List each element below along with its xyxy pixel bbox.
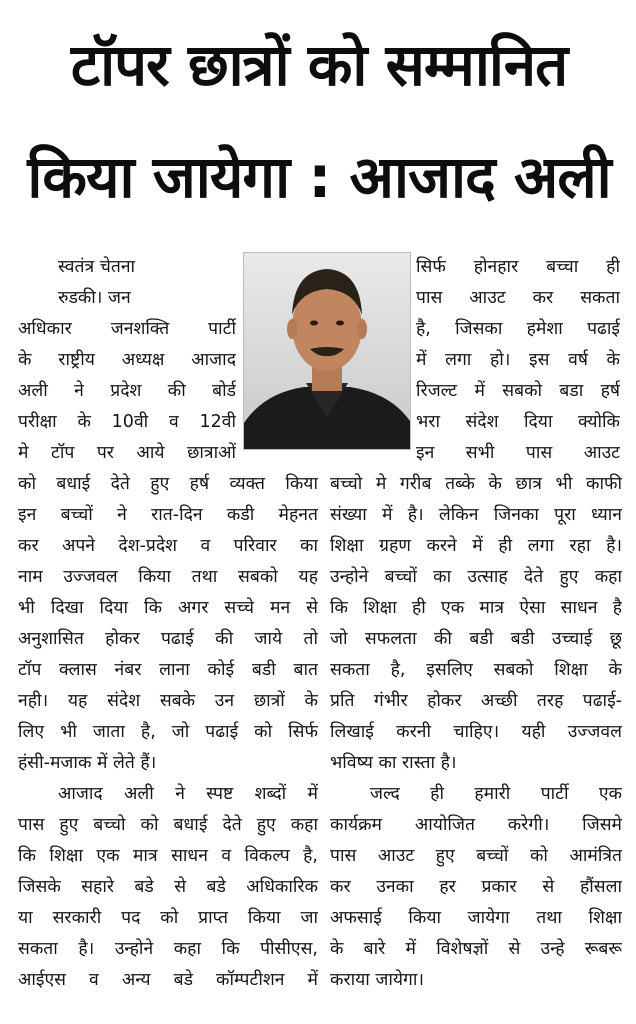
article-line: नही। यह संदेश सबके उन छात्रों के bbox=[18, 691, 318, 711]
article-line: आईएस व अन्य बडे कॉम्पटीशन में bbox=[18, 970, 318, 990]
article-line: में लगा हो। इस वर्ष के bbox=[416, 350, 620, 370]
article-line: या सरकारी पद को प्राप्त किया जा bbox=[18, 908, 318, 928]
portrait-photo bbox=[243, 252, 411, 450]
article-line: भी दिखा दिया कि अगर सच्चे मन से bbox=[18, 598, 318, 618]
dateline: रुडकी। जन bbox=[58, 288, 131, 308]
article-line: बच्चो मे गरीब तब्के के छात्र भी काफी bbox=[330, 474, 622, 494]
article-line: अली ने प्रदेश की बोर्ड bbox=[18, 381, 236, 401]
article-line: पास हुए बच्चो को बधाई देते हुए कहा bbox=[18, 815, 318, 835]
article-line: भरा संदेश दिया क्योकि bbox=[416, 412, 620, 432]
article-line: सिर्फ होनहार बच्चा ही bbox=[416, 257, 620, 277]
article-column-left-top bbox=[18, 252, 236, 469]
article-line: लिए भी जाता है, जो पढाई को सिर्फ bbox=[18, 722, 318, 742]
article-line: के राष्ट्रीय अध्यक्ष आजाद bbox=[18, 350, 236, 370]
article-line: प्रति गंभीर होकर अच्छी तरह पढाई- bbox=[330, 691, 622, 711]
article-line: अफसाई किया जायेगा तथा शिक्षा bbox=[330, 908, 622, 928]
article-line: कार्यक्रम आयोजित करेगी। जिसमे bbox=[330, 815, 622, 835]
article-line: के बारे में विशेषज्ञों से उन्हे रूबरू bbox=[330, 939, 622, 959]
article-line: सकता है, इसलिए सबको शिक्षा के bbox=[330, 660, 622, 680]
article-line: नाम उज्जवल किया तथा सबको यह bbox=[18, 567, 318, 587]
article-line: कराया जायेगा। bbox=[330, 970, 425, 990]
article-line: पास आउट हुए बच्चों को आमंत्रित bbox=[330, 846, 622, 866]
article-line: जो सफलता की बडी बडी उच्चाई छू bbox=[330, 629, 622, 649]
article-line: सकता है। उन्होने कहा कि पीसीएस, bbox=[18, 939, 318, 959]
article-line: हंसी-मजाक में लेते हैं। bbox=[18, 753, 157, 773]
article-line: भविष्य का रास्ता है। bbox=[330, 753, 457, 773]
article-column-right-top bbox=[416, 252, 620, 469]
article-line: कि शिक्षा एक मात्र साधन व विकल्प है, bbox=[18, 846, 318, 866]
article-line: संख्या में है। लेकिन जिनका पूरा ध्यान bbox=[330, 505, 622, 525]
article-line: कर उनका हर प्रकार से हौंसला bbox=[330, 877, 622, 897]
article-line: जल्द ही हमारी पार्टी एक bbox=[370, 784, 622, 804]
article-line: पास आउट कर सकता bbox=[416, 288, 620, 308]
article-line: उन्होने बच्चों का उत्साह देते हुए कहा bbox=[330, 567, 622, 587]
article-line: है, जिसका हमेशा पढाई bbox=[416, 319, 620, 339]
article-line: रिजल्ट में सबको बडा हर्ष bbox=[416, 381, 620, 401]
portrait-illustration bbox=[244, 253, 410, 449]
article-column-right-bottom bbox=[330, 469, 622, 996]
article-line: कर अपने देश-प्रदेश व परिवार का bbox=[18, 536, 318, 556]
headline-line-1: टॉपर छात्रों को सम्मानित bbox=[70, 31, 568, 99]
byline: स्वतंत्र चेतना bbox=[58, 257, 136, 277]
article-line: इन सभी पास आउट bbox=[416, 443, 620, 463]
article-line: परीक्षा के 10वी व 12वी bbox=[18, 412, 236, 432]
article-line: इन बच्चों ने रात-दिन कडी मेहनत bbox=[18, 505, 318, 525]
article-line: कि शिक्षा ही एक मात्र ऐसा साधन है bbox=[330, 598, 622, 618]
article-line: आजाद अली ने स्पष्ट शब्दों में bbox=[58, 784, 318, 804]
article-line: शिक्षा ग्रहण करने में ही लगा रहा है। bbox=[330, 536, 622, 556]
article-line: अधिकार जनशक्ति पार्टी bbox=[18, 319, 236, 339]
headline-line-2: किया जायेगा : आजाद अली bbox=[27, 143, 611, 211]
article-line: जिसके सहारे बडे से बडे अधिकारिक bbox=[18, 877, 318, 897]
article-column-left-bottom bbox=[18, 469, 318, 996]
article-line: अनुशासित होकर पढाई की जाये तो bbox=[18, 629, 318, 649]
article-line: मे टॉप पर आये छात्राओं bbox=[18, 443, 236, 463]
article-line: को बधाई देते हुए हर्ष व्यक्त किया bbox=[18, 474, 318, 494]
article-line: टॉप क्लास नंबर लाना कोई बडी बात bbox=[18, 660, 318, 680]
article-line: लिखाई करनी चाहिए। यही उज्जवल bbox=[330, 722, 622, 742]
